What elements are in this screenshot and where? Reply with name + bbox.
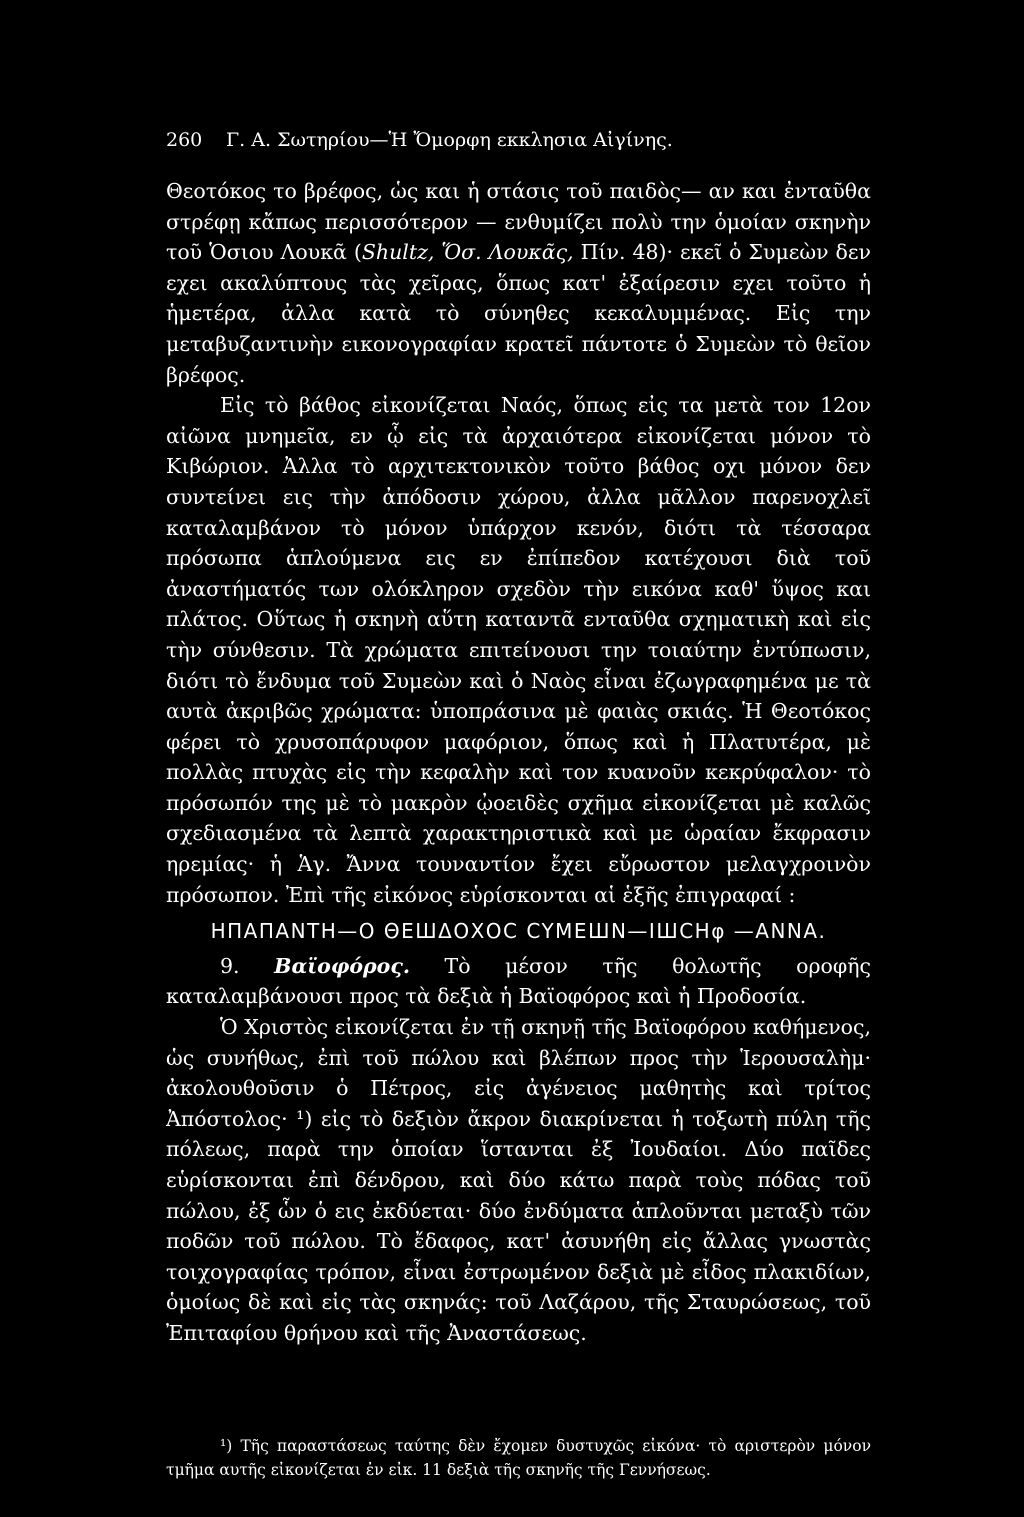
text-segment: Shultz, Ὅσ. Λουκᾶς, [361, 240, 574, 265]
footnote [166, 1434, 871, 1482]
paragraphs-before [166, 176, 871, 910]
text-segment: Εἰς τὸ βάθος εἰκονίζεται Ναός, ὅπως εἰς τα μετὰ τον 12ον αἰῶνα μνημεῖα, εν ᾧ εἰς τὰ ἀρχαιότερα εἰκονίζεται μόνον τὸ Κιβώριον. Ἀλλα τὸ αρχιτεκτονικὸν τοῦτο βάθος οχι μόνον δεν συντείνει εις τὴν ἀπόδοσιν χώρου, ἀλλα μᾶλλον παρενοχλεῖ καταλαμβάνον τὸ μόνον ὑπάρχον κενόν, διότι τὰ τέσσαρα πρόσωπα ἁπλούμενα εις εν ἐπίπεδον κατέχουσι διὰ τοῦ ἀναστήματός των ολόκληρον σχεδὸν τὴν εικόνα καθ' ὕψος και πλάτος. Οὕτως ἡ σκηνὴ αὕτη καταντᾶ ενταῦθα σχηματικὴ καὶ εἰς τὴν σύνθεσιν. Τὰ χρώματα επιτείνουσι την τοιαύτην ἐντύπωσιν, διότι τὸ ἔνδυμα τοῦ Συμεὼν καὶ ὁ Ναὸς εἶναι ἐζωγραφημένα με τὰ αυτὰ ἀκριβῶς χρώματα: ὑποπράσινα μὲ φαιὰς σκιάς. Ἡ Θεοτόκος φέρει τὸ χρυσοπάρυφον μαφόριον, ὅπως καὶ ἡ Πλατυτέρα, μὲ πολλὰς πτυχὰς εἰς τὴν κεφαλὴν καὶ τον κυανοῦν κεκρύφαλον· τὸ πρόσωπόν της μὲ τὸ μακρὸν ᾠοειδὲς σχῆμα εἰκονίζεται μὲ καλῶς σχεδιασμένα τὰ λεπτὰ χαρακτηριστικὰ καὶ με ὡραίαν ἔκφρασιν ηρεμίας· ἡ Ἁγ. Ἄννα τουναντίον ἔχει εὔρωστον μελαγχροινὸν πρόσωπον. Ἐπὶ τῆς εἰκόνος εὑρίσκονται αἱ ἑξῆς ἐπιγραφαί : [166, 393, 871, 907]
paragraph-p1 [166, 176, 871, 390]
text-segment: Θεοτόκος το βρέφος, ὡς και ἡ στάσις τοῦ παιδὸς— αν και ἐνταῦθα στρέφῃ κἄπως περισσότερον — ενθυμίζει πολὺ την ὁμοίαν σκηνὴν τοῦ Ὁσιου Λουκᾶ ( [166, 179, 871, 265]
text-segment: Τὸ μέσον τῆς θολωτῆς οροφῆς καταλαμβάνουσι προς τὰ δεξιὰ ἡ Βαϊοφόρος καὶ ἡ Προδοσία. [166, 953, 871, 1009]
main-text [166, 176, 871, 1349]
paragraph-p3 [166, 951, 871, 1012]
paragraph-p2 [166, 390, 871, 910]
footnote-text: ¹) Τῆς παραστάσεως ταύτης δὲν ἔχομεν δυστυχῶς εἰκόνα· τὸ αριστερὸν μόνον τμῆμα αυτῆς εἰκονίζεται ἐν εἰκ. 11 δεξιὰ τῆς σκηνῆς τῆς Γεννήσεως. [166, 1437, 871, 1479]
running-title: Γ. Α. Σωτηρίου—Ἡ Ὄμορφη εκκλησια Αἰγίνης. [226, 129, 673, 151]
paragraph-p4 [166, 1012, 871, 1349]
inscription: ΗΠΑΠΑΝΤΗ—Ο ΘΕШΔΟΧΟC CYMEШN—ΙШCΗφ —ΑΝΝΑ. [210, 919, 827, 944]
page-number: 260 [166, 129, 203, 151]
text-segment: Βαϊοφόρος. [274, 953, 410, 978]
running-header [166, 128, 866, 152]
text-segment: Ὁ Χριστὸς εἰκονίζεται ἐν τῇ σκηνῇ τῆς Βαϊοφόρου καθήμενος, ὡς συνήθως, ἐπὶ τοῦ πώλου καὶ βλέπων προς τὴν Ἱερουσαλὴμ· ἀκολουθοῦσιν ὁ Πέτρος, εἰς ἀγένειος μαθητὴς καὶ τρίτος Ἀπόστολος· ¹) εἰς τὸ δεξιὸν ἄκρον διακρίνεται ἡ τοξωτὴ πύλη τῆς πόλεως, παρὰ την ὁποίαν ἵστανται ἐξ Ἰουδαίοι. Δύο παῖδες εὑρίσκονται ἐπὶ δένδρου, καὶ δύο κάτω παρὰ τοὺς πόδας τοῦ πώλου, ἐξ ὧν ὁ εις ἐκδύεται· δύο ἐνδύματα ἁπλοῦνται μεταξὺ τῶν ποδῶν τοῦ πώλου. Τὸ ἔδαφος, κατ' ἀσυνήθη εἰς ἄλλας γνωστὰς τοιχογραφίας τρόπον, εἶναι ἐστρωμένον δεξιὰ μὲ εἶδος πλακιδίων, ὁμοίως δὲ καὶ εἰς τὰς σκηνάς: τοῦ Λαζάρου, τῆς Σταυρώσεως, τοῦ Ἐπιταφίου θρήνου καὶ τῆς Ἀναστάσεως. [166, 1015, 871, 1345]
paragraphs-after [166, 951, 871, 1349]
text-segment: 9. [220, 953, 275, 978]
text-segment: Πίν. 48)· εκεῖ ὁ Συμεὼν δεν εχει ακαλύπτους τὰς χεῖρας, ὅπως κατ' ἐξαίρεσιν εχει τοῦτο ἡ ἡμετέρα, ἀλλα κατὰ τὸ σύνηθες κεκαλυμμένας. Εἰς την μεταβυζαντινὴν εικονογραφίαν κρατεῖ πάντοτε ὁ Συμεὼν τὸ θεῖον βρέφος. [166, 240, 871, 387]
